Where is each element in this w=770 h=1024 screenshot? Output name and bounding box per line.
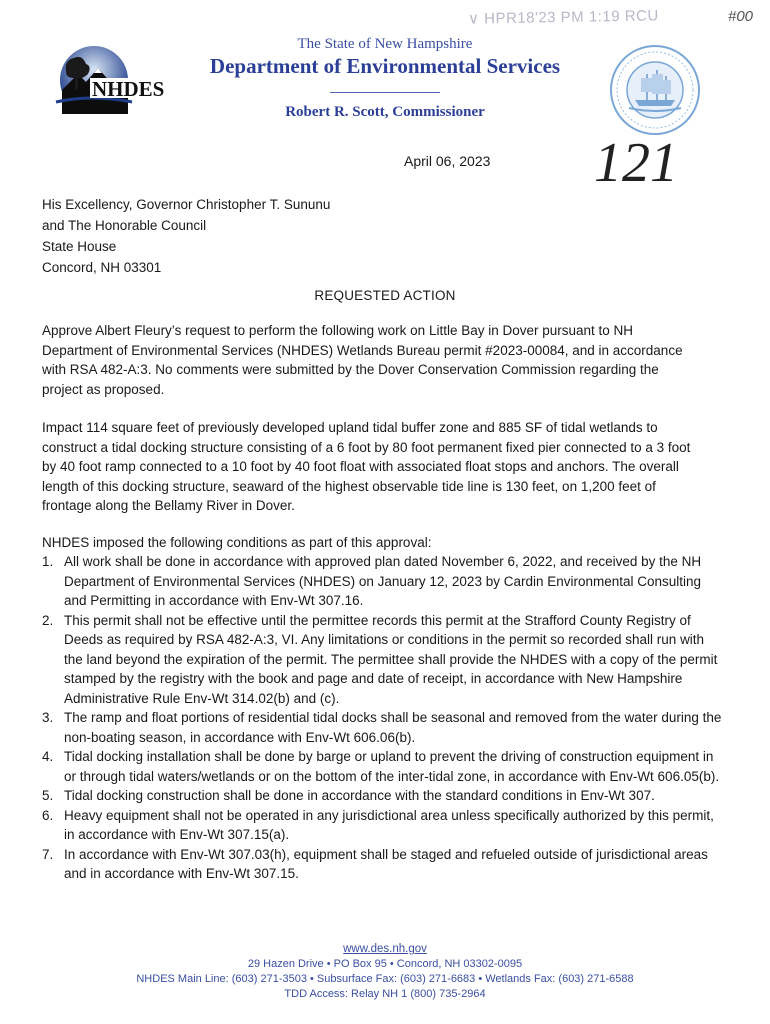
addressee-line: Concord, NH 03301 — [42, 260, 162, 275]
impact-paragraph: Impact 114 square feet of previously developed upland tidal buffer zone and 885 SF of tidal wetlands to construct a tidal docking structure consisting of a 6 foot by 80 foot permanent fixed pier connected to a 3 foot by 40 foot ramp connected to a 10 foot by 40 foot float with associated float stops and anchors. The overall length of this docking structure, seaward of the highest observable tide line is 130 feet, on 1,200 feet of frontage along the Bellamy River in Dover. — [42, 420, 691, 513]
conditions-intro: NHDES imposed the following conditions as part of this approval: — [42, 535, 432, 550]
condition-item: 7. In accordance with Env-Wt 307.03(h), equipment shall be staged and refueled outside of jurisdictional areas and in accordance with Env-Wt 307.15. — [42, 846, 708, 881]
condition-item: 4. Tidal docking installation shall be done by barge or upland to prevent the driving of construction equipment in or through tidal waters/wetlands or on the bottom of the inter-tidal zone, in accordance with Env-Wt 606.05(b). — [42, 749, 720, 784]
condition-item: 2. This permit shall not be effective until the permittee records this permit at the Strafford County Registry of Deeds as required by RSA 482-A:3, VI. Any limitations or conditions in the permit so recorded shall run with the land beyond the expiration of the permit. The permittee shall provide the NHDES with a copy of the permit stamped by the registry with the book and page and date of receipt, in accordance with New Hampshire Administrative Rule Env-Wt 314.02(b) and (c). — [42, 612, 718, 706]
addressee-line: and The Honorable Council — [42, 218, 207, 233]
addressee-line: State House — [42, 239, 117, 254]
footer-tdd: TDD Access: Relay NH 1 (800) 735-2964 — [284, 988, 486, 1000]
section-heading: REQUESTED ACTION — [314, 288, 456, 303]
request-paragraph: Approve Albert Fleury’s request to perform the following work on Little Bay in Dover pursuant to NH Department of Environmental Services (NHDES) Wetlands Bureau permit #2023-00084, and in accordance with RSA 482-A:3. No comments were submitted by the Dover Conservation Commission regarding the project as proposed. — [42, 323, 683, 397]
corner-handwritten-mark: #00 — [728, 8, 754, 25]
condition-item: 5. Tidal docking construction shall be done in accordance with the standard conditions in Env-Wt 307. — [42, 788, 655, 803]
footer-address: 29 Hazen Drive • PO Box 95 • Concord, NH 03302-0095 — [247, 958, 523, 970]
addressee-line: His Excellency, Governor Christopher T. Sununu — [42, 197, 331, 212]
logo-wordmark: NHDES — [92, 77, 165, 101]
department-title: Department of Environmental Services — [209, 54, 561, 78]
seal-ship-hull-icon — [635, 100, 675, 106]
condition-item: 1. All work shall be done in accordance with approved plan dated November 6, 2022, and received by the NH Department of Environmental Services (NHDES) on January 12, 2023 by Cardin Environmental Consulting and Permitting in accordance with Env-Wt 307.16. — [42, 554, 702, 608]
footer-website-link[interactable]: www.des.nh.gov — [343, 943, 427, 955]
addressee-block — [42, 194, 330, 278]
letter-date: April 06, 2023 — [404, 153, 491, 169]
received-stamp: ∨ HPR18'23 PM 1:19 RCU — [467, 7, 659, 28]
header-divider — [330, 92, 440, 93]
state-seal — [609, 44, 701, 136]
commissioner-name: Robert R. Scott, Commissioner — [285, 104, 485, 120]
svg-text:121: 121 — [594, 132, 678, 194]
condition-item: 3. The ramp and float portions of residential tidal docks shall be seasonal and removed from the water during the non-boating season, in accordance with Env-Wt 606.06(b). — [42, 710, 722, 745]
conditions-list — [42, 552, 722, 884]
footer-phones: NHDES Main Line: (603) 271-3503 • Subsurface Fax: (603) 271-6683 • Wetlands Fax: (603) 271-6588 — [136, 973, 634, 985]
handwritten-item-number — [590, 125, 680, 195]
condition-item: 6. Heavy equipment shall not be operated in any jurisdictional area unless specifically authorized by this permit, in accordance with Env-Wt 307.15(a). — [42, 807, 714, 842]
state-name: The State of New Hampshire — [297, 36, 473, 52]
